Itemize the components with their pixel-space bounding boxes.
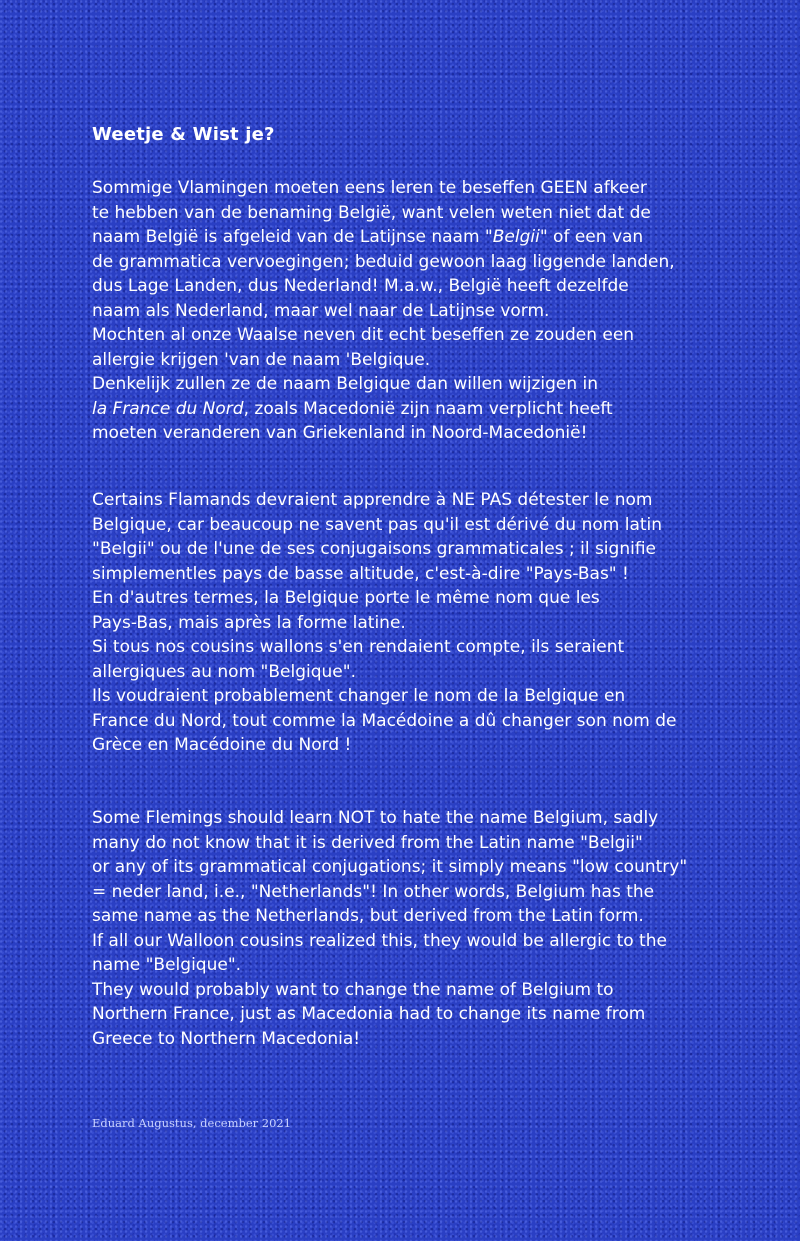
text-line: If all our Walloon cousins realized this, they would be allergic to the bbox=[92, 930, 667, 951]
text-line: Greece to Northern Macedonia! bbox=[92, 1028, 361, 1049]
text-line bbox=[92, 397, 782, 422]
text-line: Si tous nos cousins wallons s'en rendaient compte, ils seraient bbox=[92, 637, 625, 657]
french-paragraph bbox=[92, 488, 782, 758]
text-line: te hebben van de benaming België, want velen weten niet dat de bbox=[92, 202, 651, 223]
text-line: allergie krijgen 'van de naam 'Belgique. bbox=[92, 349, 431, 370]
text-line: Some Flemings should learn NOT to hate the name Belgium, sadly bbox=[92, 808, 659, 828]
italic-term-france-du-nord: la France du Nord bbox=[92, 398, 244, 419]
text-line: simplementles pays de basse altitude, c'est-à-dire "Pays-Bas" ! bbox=[92, 563, 629, 584]
text-line: Pays-Bas, mais après la forme latine. bbox=[92, 612, 406, 633]
text-fragment: , zoals Macedonië zijn naam verplicht heeft bbox=[243, 398, 613, 419]
text-line: or any of its grammatical conjugations; it simply means "low country" bbox=[92, 857, 688, 877]
text-line: Mochten al onze Waalse neven dit echt beseffen ze zouden een bbox=[92, 325, 635, 345]
page-title: Weetje & Wist je? bbox=[92, 124, 275, 145]
text-line: En d'autres termes, la Belgique porte le même nom que les bbox=[92, 588, 600, 608]
text-line: same name as the Netherlands, but derived from the Latin form. bbox=[92, 906, 644, 926]
english-paragraph bbox=[92, 806, 782, 1051]
text-line: Grèce en Macédoine du Nord ! bbox=[92, 735, 352, 755]
text-line: de grammatica vervoegingen; beduid gewoon laag liggende landen, bbox=[92, 251, 675, 272]
text-line: name "Belgique". bbox=[92, 955, 242, 975]
author-signature: Eduard Augustus, december 2021 bbox=[92, 1116, 292, 1130]
text-line: Denkelijk zullen ze de naam Belgique dan willen wijzigen in bbox=[92, 374, 599, 394]
text-line: Belgique, car beaucoup ne savent pas qu'il est dérivé du nom latin bbox=[92, 514, 663, 535]
text-line: dus Lage Landen, dus Nederland! M.a.w., België heeft dezelfde bbox=[92, 276, 629, 296]
text-fragment: of een van bbox=[547, 227, 644, 247]
text-line: They would probably want to change the name of Belgium to bbox=[92, 979, 614, 1000]
text-line: Ils voudraient probablement changer le nom de la Belgique en bbox=[92, 686, 626, 706]
text-line: many do not know that it is derived from the Latin name "Belgii" bbox=[92, 832, 643, 853]
dutch-paragraph bbox=[92, 176, 782, 446]
italic-term-belgii: "Belgii" bbox=[484, 227, 548, 247]
text-line: France du Nord, tout comme la Macédoine a dû changer son nom de bbox=[92, 710, 677, 731]
text-line: moeten veranderen van Griekenland in Noord-Macedonië! bbox=[92, 423, 588, 443]
text-line bbox=[92, 225, 782, 250]
text-line: Northern France, just as Macedonia had to change its name from bbox=[92, 1004, 646, 1024]
text-line: naam als Nederland, maar wel naar de Latijnse vorm. bbox=[92, 300, 550, 321]
text-line: Certains Flamands devraient apprendre à NE PAS détester le nom bbox=[92, 490, 653, 510]
text-fragment: naam België is afgeleid van de Latijnse naam bbox=[92, 227, 485, 247]
text-line: "Belgii" ou de l'une de ses conjugaisons grammaticales ; il signifie bbox=[92, 539, 656, 559]
text-line: = neder land, i.e., "Netherlands"! In other words, Belgium has the bbox=[92, 881, 655, 902]
text-line: Sommige Vlamingen moeten eens leren te beseffen GEEN afkeer bbox=[92, 178, 647, 198]
text-line: allergiques au nom "Belgique". bbox=[92, 661, 356, 682]
